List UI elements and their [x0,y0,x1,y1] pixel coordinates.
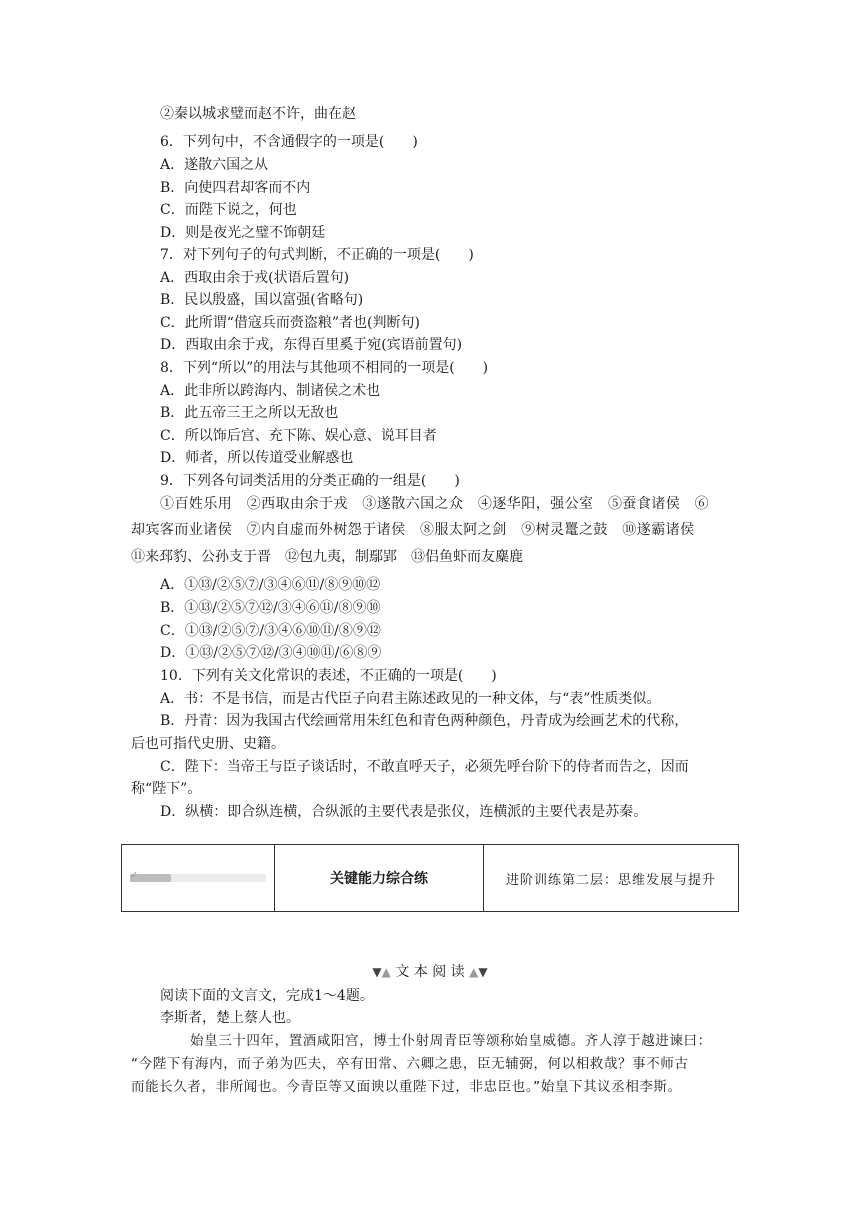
section-title: 文 本 阅 读 [395,964,465,980]
triangle-up-icon: ▲ [469,965,479,979]
question-9-items-line-1: ①百姓乐用 ②西取由余于戎 ③遂散六国之众 ④逐华阳，强公室 ⑤蚕食诸侯 ⑥ [160,496,710,512]
question-10-option-c-line-1: C．陛下：当帝王与臣子谈话时，不敢直呼天子，必须先呼台阶下的侍者而告之，因而 [160,759,689,775]
question-6-option-c: C．而陛下说之，何也 [160,202,297,218]
question-8-stem: 8．下列“所以”的用法与其他项不相同的一项是( ) [160,360,489,376]
passage-line-3: 而能长久者，非所闻也。今青臣等又面谀以重陛下过，非忠臣也。”始皇下其议丞相李斯。 [131,1079,682,1095]
question-9-option-a: A．①⑬/②⑤⑦/③④⑥⑪/⑧⑨⑩⑫ [160,577,381,593]
question-7-option-d: D．西取由余于戎，东得百里奚于宛(宾语前置句) [160,337,463,353]
question-9-option-d: D．①⑬/②⑤⑦⑫/③④⑩⑪/⑥⑧⑨ [160,645,382,661]
triangle-down-icon: ▼ [478,965,488,979]
section-heading [0,962,860,982]
passage-first-line: 李斯者，楚上蔡人也。 [160,1010,300,1026]
question-6-option-b: B．向使四君却客而不内 [160,180,311,196]
triangle-up-icon: ▲ [381,965,391,979]
passage-line-1: 始皇三十四年，置酒咸阳宫，博士仆射周青臣等颂称始皇威德。齐人淳于越进谏曰： [190,1033,712,1049]
banner-subtitle: 进阶训练第二层：思维发展与提升 [505,872,716,888]
question-6-stem: 6．下列句中，不含通假字的一项是( ) [160,134,418,150]
triangle-down-icon: ▼ [372,965,382,979]
question-9-option-c: C．①⑬/②⑤⑦/③④⑥⑩⑪/⑧⑨⑫ [160,623,381,639]
question-7-stem: 7．对下列句子的句式判断，不正确的一项是( ) [160,247,474,263]
banner-title: 关键能力综合练 [275,845,484,911]
question-7-option-b: B．民以殷盛，国以富强(省略句) [160,292,364,308]
check-icon: ✓ [130,870,139,881]
question-10-option-b-line-1: B．丹青：因为我国古代绘画常用朱红色和青色两种颜色，丹青成为绘画艺术的代称， [160,713,689,729]
question-7-option-c: C．此所谓“借寇兵而赍盗粮”者也(判断句) [160,315,420,331]
question-6-option-a: A．遂散六国之从 [160,157,269,173]
text-line: ②秦以城求璧而赵不许，曲在赵 [160,106,356,122]
question-9-option-b: B．①⑬/②⑤⑦⑫/③④⑥⑪/⑧⑨⑩ [160,600,381,616]
question-10-option-a: A．书：不是书信，而是古代臣子向君主陈述政见的一种文体，与“表”性质类似。 [160,691,661,707]
question-8-option-d: D．师者，所以传道受业解惑也 [160,450,354,466]
question-8-option-b: B．此五帝三王之所以无敌也 [160,405,339,421]
question-8-option-a: A．此非所以跨海内、制诸侯之术也 [160,383,381,399]
question-7-option-a: A．西取由余于戎(状语后置句) [160,270,350,286]
passage-line-2: “今陛下有海内，而子弟为匹夫，卒有田常、六卿之患，臣无辅弼，何以相救哉？事不师古 [131,1056,689,1072]
passage-instruction: 阅读下面的文言文，完成1～4题。 [160,988,374,1004]
progress-bar [130,870,266,882]
question-9-stem: 9．下列各句词类活用的分类正确的一组是( ) [160,473,460,489]
question-10-option-b-line-2: 后也可指代史册、史籍。 [131,736,285,752]
progress-cell [122,845,275,911]
question-10-option-d: D．纵横：即合纵连横，合纵派的主要代表是张仪，连横派的主要代表是苏秦。 [160,804,648,820]
question-10-stem: 10．下列有关文化常识的表述，不正确的一项是( ) [160,668,497,684]
question-8-option-c: C．所以饰后宫、充下陈、娱心意、说耳目者 [160,428,437,444]
question-9-items-line-3: ⑪来邳豹、公孙支于晋 ⑫包九夷，制鄢郢 ⑬侣鱼虾而友麋鹿 [131,549,523,565]
question-6-option-d: D．则是夜光之璧不饰朝廷 [160,225,326,241]
question-10-option-c-line-2: 称“陛下”。 [131,781,202,797]
question-9-items-line-2: 却宾客而业诸侯 ⑦内自虚而外树怨于诸侯 ⑧服太阿之剑 ⑨树灵鼍之鼓 ⑩遂霸诸侯 [131,522,695,538]
section-banner [121,844,739,912]
